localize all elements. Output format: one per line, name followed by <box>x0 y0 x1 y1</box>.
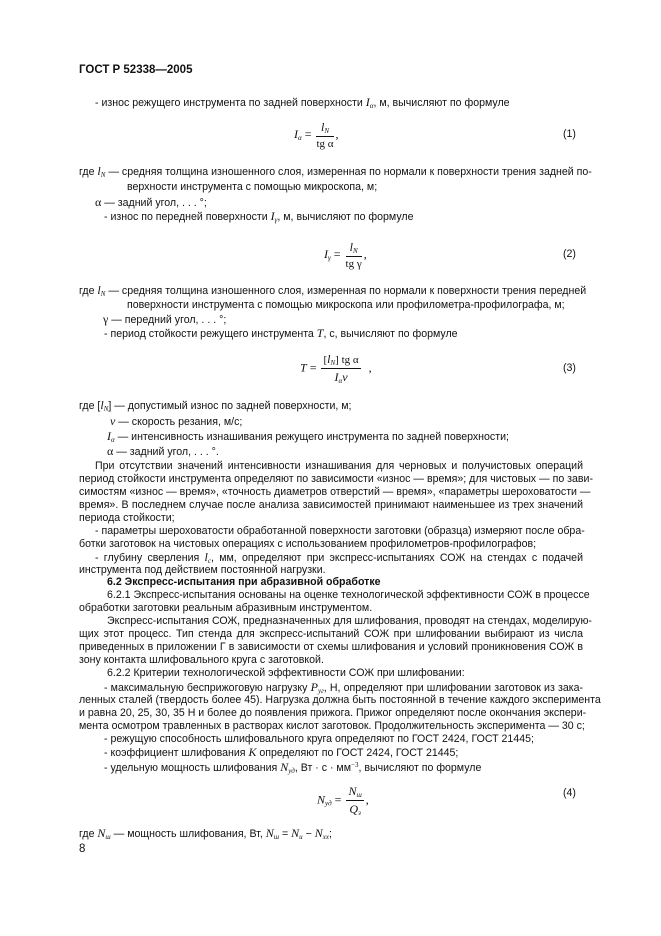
text-line: γ — передний угол, . . . °; <box>103 312 227 326</box>
formula-3: T = $\frac{[l_N] tg \alpha}{I_\alpha v}$ , <box>300 352 372 385</box>
text-line: обработки заготовки реальным абразивным инструментом. <box>79 602 373 614</box>
text-line: где $l_N$ — средняя толщина изношенного слоя, измеренная по нормали к поверхности трения задней по- <box>79 164 592 179</box>
text-line: где $N_ш$ — мощность шлифования, Вт, $N_ш = N_и - N_{хх}$; <box>79 826 332 841</box>
text-line: - максимальную бесприжоговую нагрузку $P_{уг}$, Н, определяют при шлифовании заготовок из зака- <box>104 680 583 695</box>
text-line: инструмента под действием постоянной нагрузки. <box>79 564 326 576</box>
text-line: α — задний угол, . . . °; <box>95 195 207 209</box>
text-line: α — задний угол, . . . °. <box>107 444 219 458</box>
text-line: 6.2.2 Критерии технологической эффективности СОЖ при шлифовании: <box>107 667 465 679</box>
equation-number: (3) <box>563 362 576 374</box>
text-line: - период стойкости режущего инструмента T, с, вычисляют по формуле <box>104 326 458 340</box>
text-line: - глубину сверления $l_c$, мм, определяют при экспресс-испытаниях СОЖ на стендах с подачей <box>95 550 583 565</box>
text-line: ботки заготовок на чистовых операциях с использованием профилометров-профилографов; <box>79 538 537 550</box>
equation-number: (4) <box>563 787 576 799</box>
text-line: При отсутствии значений интенсивности изнашивания для черновых и получистовых операций <box>95 460 583 472</box>
text-line: v — скорость резания, м/с; <box>110 414 243 428</box>
text-line: 6.2.1 Экспресс-испытания основаны на оценке технологической эффективности СОЖ в процессе <box>107 589 590 601</box>
text-line: период стойкости инструмента определяют по зависимости «износ — время»; для чистовых — по зави- <box>79 473 593 485</box>
equation-number: (1) <box>563 128 576 140</box>
text-line: мента осмотром травленных в растворах кислот заготовок. Продолжительность эксперимента — 30 с; <box>79 720 585 732</box>
section-heading: 6.2 Экспресс-испытания при абразивной обработке <box>107 576 381 588</box>
text-line: время». В последнем случае после анализа зависимостей принимают наименьшее из трех значений <box>79 499 583 511</box>
text-line: Экспресс-испытания СОЖ, предназначенных для шлифования, проводят на стендах, моделирую- <box>107 615 592 627</box>
text-line: зону контакта шлифовального круга с заготовкой. <box>79 654 324 666</box>
text-line: $I_\alpha$ — интенсивность изнашивания режущего инструмента по задней поверхности; <box>107 429 509 444</box>
text-line: - износ режущего инструмента по задней поверхности $I_\alpha$, м, вычисляют по формуле <box>95 95 510 110</box>
text-line: верхности инструмента с помощью микроскопа, м; <box>127 181 378 193</box>
text-line: - коэффициент шлифования K определяют по ГОСТ 2424, ГОСТ 21445; <box>104 745 459 759</box>
text-line: и равна 20, 25, 30, 35 Н и более до появления прижога. Прижог определяют после окончания экспери- <box>79 707 587 719</box>
text-line: где $l_N$ — средняя толщина изношенного слоя, измеренная по нормали к поверхности трения передней <box>79 283 587 298</box>
formula-4: $N_{уд}$ = $\frac{N_ш}{Q_з}$ , <box>317 784 369 817</box>
formula-2: $I_\gamma$ = $\frac{l_N}{\text{tg γ}}$ , <box>324 240 367 270</box>
text-line: щих этот процесс. Тип стенда для экспресс-испытаний СОЖ при шлифовании выбирают из числа <box>79 628 583 640</box>
text-line: периода стойкости; <box>79 512 175 524</box>
text-line: где $[l_N]$ — допустимый износ по задней поверхности, м; <box>79 398 352 413</box>
page-number: 8 <box>79 843 86 855</box>
text-line: - параметры шероховатости обработанной поверхности заготовки (образца) измеряют после обра- <box>95 525 585 537</box>
text-line: симостям «износ — время», «точность диаметров отверстий — время», «параметры шероховатости — <box>79 486 591 498</box>
text-line: поверхности инструмента с помощью микроскопа или профилометра-профилографа, м; <box>127 299 565 311</box>
text-line: - износ по передней поверхности $I_\gamma$, м, вычисляют по формуле <box>104 209 414 224</box>
text-line: - режущую способность шлифовального круга определяют по ГОСТ 2424, ГОСТ 21445; <box>104 733 534 745</box>
equation-number: (2) <box>563 248 576 260</box>
text-line: ленных сталей (твердость более 45). Нагрузка должна быть постоянной в течение каждого эксперимента <box>79 694 601 706</box>
document-header: ГОСТ Р 52338—2005 <box>79 64 193 76</box>
text-line: - удельную мощность шлифования $N_{уд}$, Вт · $с \cdot мм^{-3}$, вычисляют по формуле <box>104 760 482 775</box>
text-line: приведенных в приложении Г в зависимости от схемы шлифования и условий проникновения СОЖ в <box>79 641 583 653</box>
formula-1: $I_\alpha$ = $\frac{l_N}{\text{tg α}}$ , <box>294 120 339 150</box>
